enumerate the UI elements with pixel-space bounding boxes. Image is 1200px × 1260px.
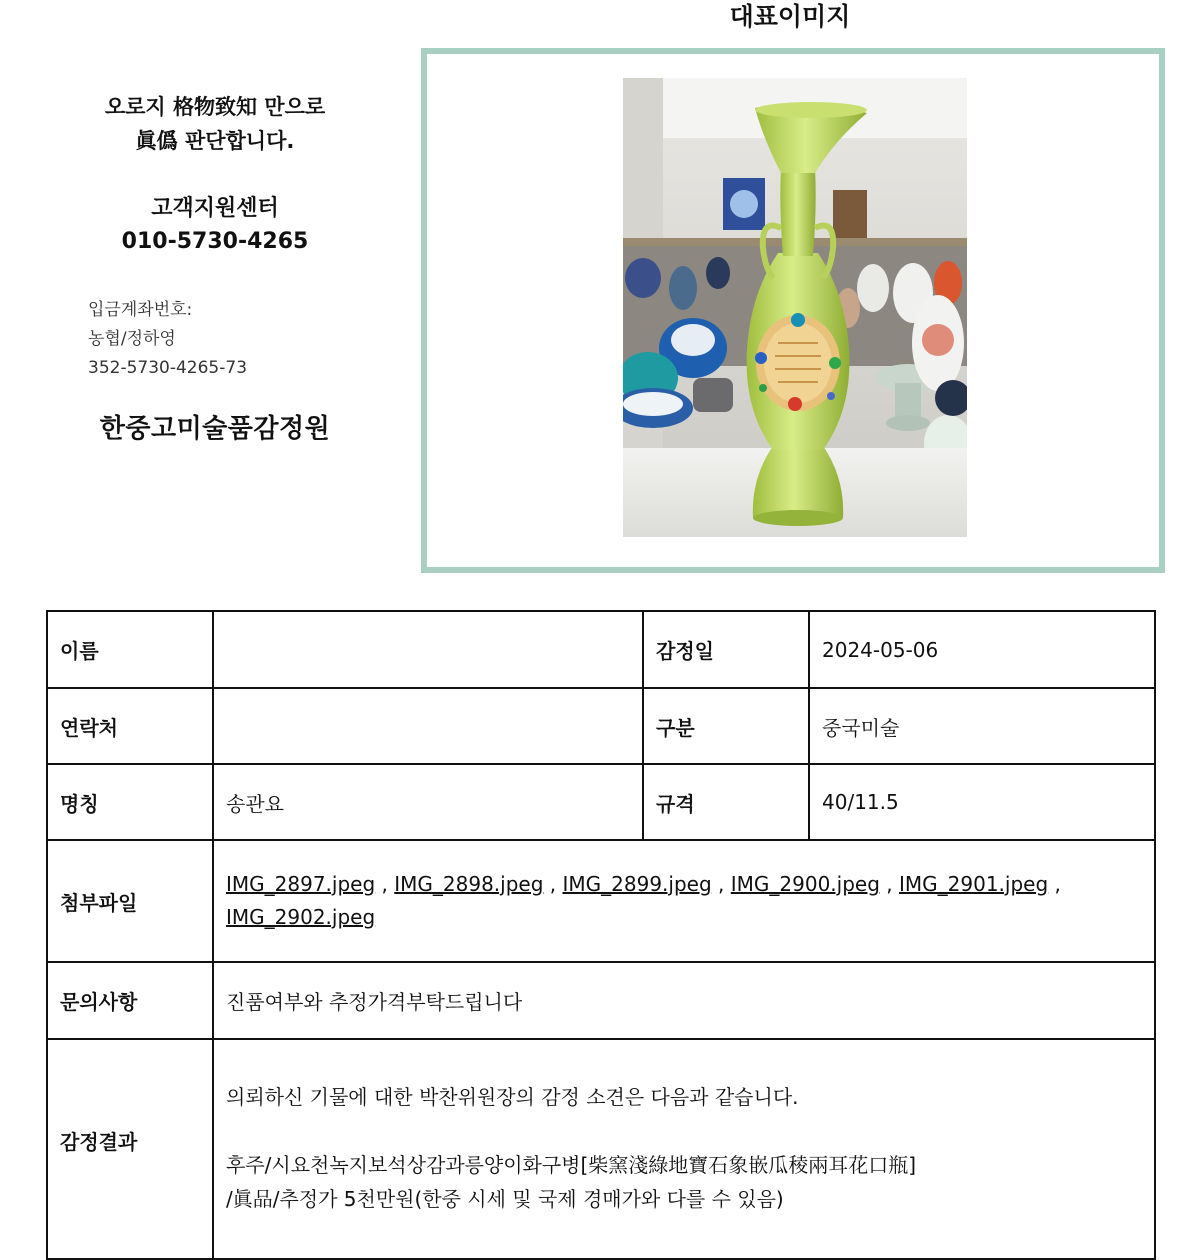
category-value: 중국미술 (809, 688, 1155, 764)
account-bank: 농협/정하영 (88, 329, 176, 349)
inquiry-value: 진품여부와 추정가격부탁드립니다 (213, 962, 1155, 1039)
separator: , (1048, 872, 1061, 896)
attachment-link[interactable]: IMG_2898.jpeg (394, 872, 544, 896)
account-number: 352-5730-4265-73 (88, 358, 248, 378)
support-phone: 010-5730-4265 (121, 229, 309, 254)
vase-photo (623, 78, 967, 537)
result-spacer (226, 1114, 1154, 1148)
attachment-link[interactable]: IMG_2901.jpeg (899, 872, 1049, 896)
result-line: 후주/시요천녹지보석상감과릉양이화구병[柴窯淺綠地寶石象嵌瓜稜兩耳花口瓶] (226, 1153, 917, 1177)
date-value: 2024-05-06 (809, 611, 1155, 688)
category-label: 구분 (643, 688, 809, 764)
table-row (47, 962, 1155, 1039)
attachments-label: 첨부파일 (47, 840, 213, 962)
table-row (47, 1039, 1155, 1259)
company-name: 한중고미술품감정원 (99, 414, 331, 444)
support-title: 고객지원센터 (151, 196, 279, 221)
name-value (213, 611, 643, 688)
size-value: 40/11.5 (809, 764, 1155, 840)
result-line: /眞品/추정가 5천만원(한중 시세 및 국제 경매가와 다를 수 있음) (226, 1187, 784, 1211)
contact-label: 연락처 (47, 688, 213, 764)
item-name-label: 명칭 (47, 764, 213, 840)
result-line: 의뢰하신 기물에 대한 박찬위원장의 감정 소견은 다음과 같습니다. (226, 1085, 799, 1109)
attachments-value (213, 840, 1155, 962)
table-row (47, 688, 1155, 764)
attachment-link[interactable]: IMG_2899.jpeg (562, 872, 712, 896)
representative-image-frame (421, 48, 1165, 573)
appraisal-table (46, 610, 1156, 1260)
account-label: 입금계좌번호: (88, 300, 193, 320)
separator: , (711, 872, 731, 896)
table-row (47, 611, 1155, 688)
slogan-line: 眞僞 판단합니다. (135, 129, 295, 153)
representative-image-title: 대표이미지 (729, 2, 851, 31)
separator: , (543, 872, 563, 896)
attachment-link[interactable]: IMG_2897.jpeg (226, 872, 376, 896)
slogan-line: 오로지 格物致知 만으로 (104, 95, 326, 119)
separator: , (375, 872, 395, 896)
date-label: 감정일 (643, 611, 809, 688)
inquiry-label: 문의사항 (47, 962, 213, 1039)
bank-account-info (88, 296, 430, 383)
attachment-link[interactable]: IMG_2900.jpeg (730, 872, 880, 896)
slogan (0, 90, 430, 158)
name-label: 이름 (47, 611, 213, 688)
table-row (47, 840, 1155, 962)
size-label: 규격 (643, 764, 809, 840)
result-label: 감정결과 (47, 1039, 213, 1259)
table-row (47, 764, 1155, 840)
separator: , (879, 872, 899, 896)
result-value (213, 1039, 1155, 1259)
attachment-link[interactable]: IMG_2902.jpeg (226, 905, 376, 929)
customer-support (0, 192, 430, 258)
contact-value (213, 688, 643, 764)
company-info-panel (0, 90, 430, 445)
item-name-value: 송관요 (213, 764, 643, 840)
